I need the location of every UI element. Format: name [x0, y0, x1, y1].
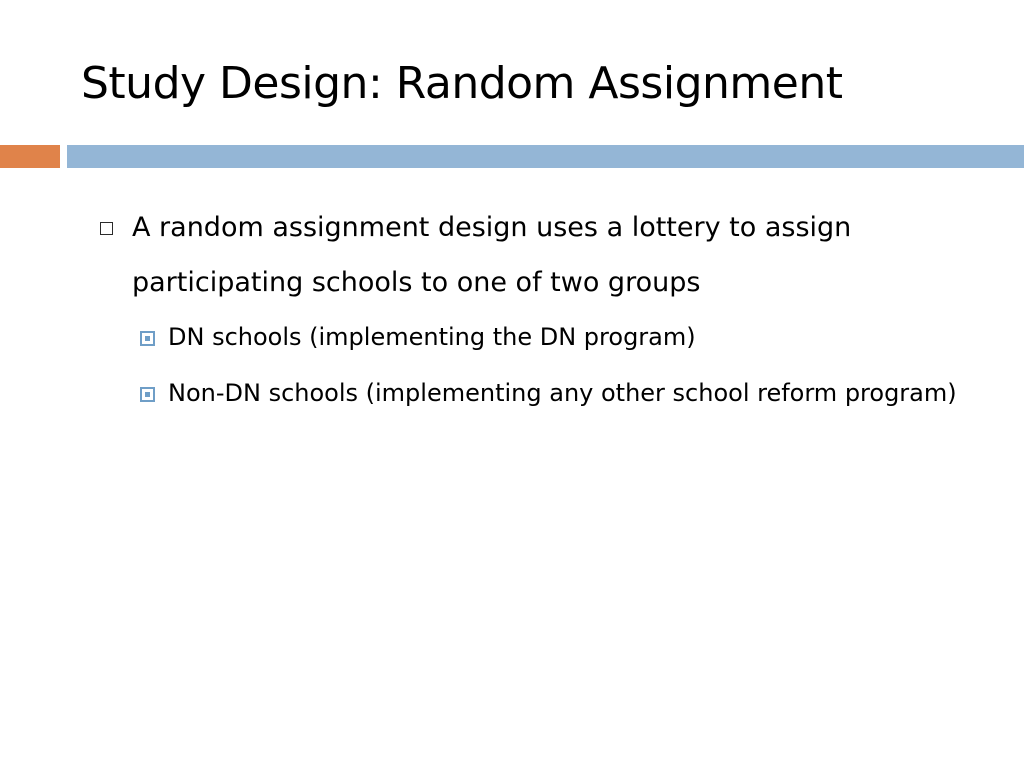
sub-bullet-item [140, 314, 958, 360]
slide-body [98, 200, 958, 426]
sub-bullet-item [140, 370, 958, 416]
hollow-square-bullet-icon [100, 222, 113, 235]
filled-square-bullet-icon [140, 387, 155, 402]
bullet-text: A random assignment design uses a lottery to assign participating schools to one of two groups [132, 212, 852, 298]
sub-bullet-list [140, 314, 958, 416]
sub-bullet-text: DN schools (implementing the DN program) [168, 323, 696, 351]
title-rule-orange-segment [0, 145, 60, 168]
filled-square-bullet-icon [140, 331, 155, 346]
title-rule-blue-segment [67, 145, 1024, 168]
slide-title: Study Design: Random Assignment [81, 58, 843, 109]
sub-bullet-text: Non-DN schools (implementing any other school reform program) [168, 379, 957, 407]
bullet-item [98, 200, 958, 310]
